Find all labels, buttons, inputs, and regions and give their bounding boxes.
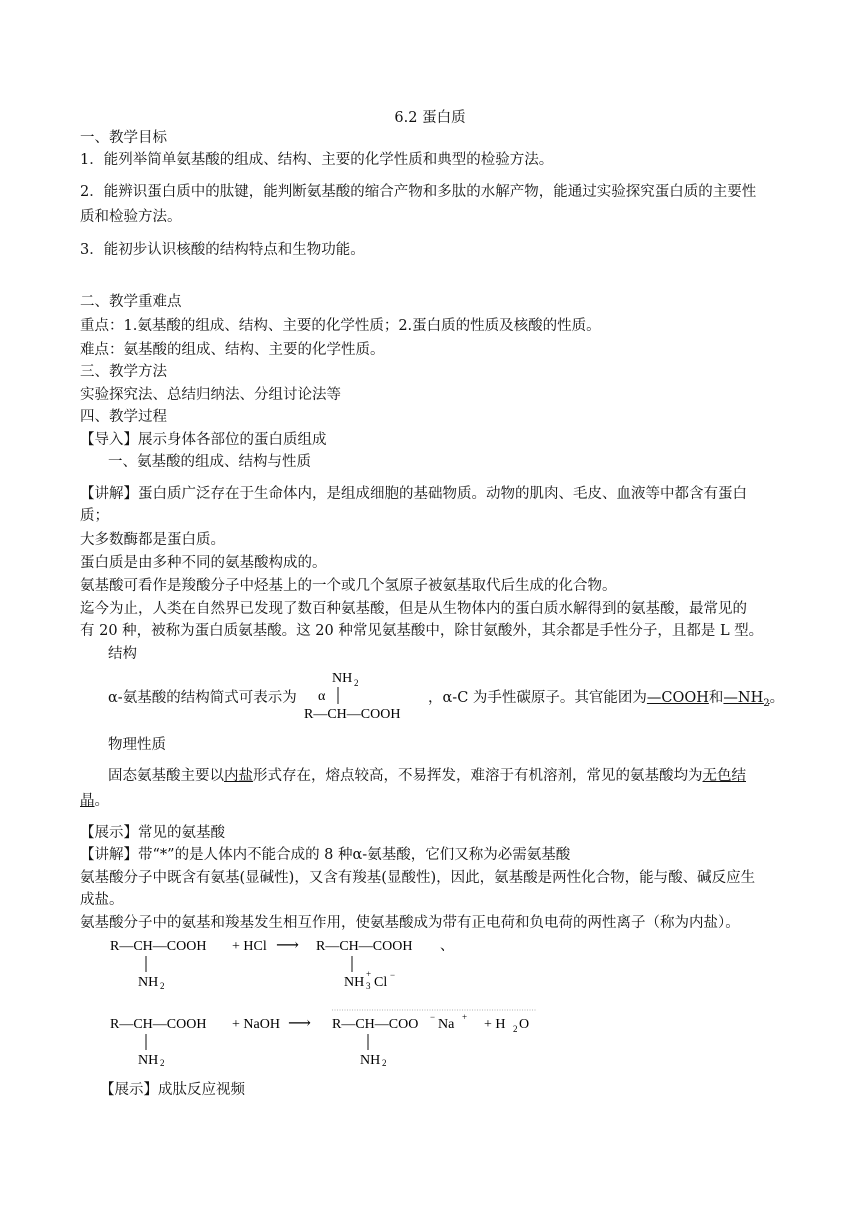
svg-text:Na: Na (438, 1017, 455, 1032)
section-heading-keypoints: 二、教学重难点 (80, 294, 182, 310)
lecture-line: 迄今为止，人类在自然界已发现了数百种氨基酸，但是从生物体内的蛋白质水解得到的氨基酸，最常见的 (80, 601, 747, 617)
objective-item: 1．能列举简单氨基酸的组成、结构、主要的化学性质和典型的检验方法。 (80, 152, 554, 168)
lecture-line: 氨基酸分子中既含有氨基(显碱性)，又含有羧基(显酸性)，因此，氨基酸是两性化合物，能与酸、碱反应生 (80, 870, 756, 886)
lecture-line: 大多数酶都是蛋白质。 (80, 532, 225, 548)
svg-text:NH: NH (344, 975, 365, 990)
subheading-amino-acid: 一、氨基酸的组成、结构与性质 (108, 454, 311, 470)
lecture-line: 蛋白质是由多种不同的氨基酸构成的。 (80, 555, 327, 571)
svg-text:Cl: Cl (374, 975, 388, 990)
lecture-line: 质； (80, 508, 109, 524)
structure-prefix: α-氨基酸的结构简式可表示为 (108, 690, 297, 706)
svg-text:O: O (519, 1017, 530, 1032)
physical-line: 晶。 (80, 793, 109, 809)
structure-label: 结构 (108, 646, 137, 662)
formula-sub: 2 (354, 678, 359, 688)
structure-sentence (108, 688, 297, 708)
lecture-line: 【讲解】蛋白质广泛存在于生命体内，是组成细胞的基础物质。动物的肌肉、毛皮、血液等中都含有蛋白 (80, 486, 747, 502)
svg-text:+ H: + H (484, 1017, 506, 1032)
svg-text:R—CH—COOH: R—CH—COOH (316, 939, 413, 954)
svg-text:+ HCl: + HCl (232, 939, 267, 954)
physical-label: 物理性质 (108, 737, 166, 753)
svg-text:2: 2 (513, 1024, 518, 1034)
structure-sentence-end: ，α-C 为手性碳原子。其官能团为—COOH和$—NH_2$。 (428, 690, 785, 709)
reaction-naoh (100, 1004, 540, 1066)
lecture-line: 【讲解】带“*”的是人体内不能合成的 8 种α-氨基酸，它们又称为必需氨基酸 (80, 847, 571, 863)
physical-line: 固态氨基酸主要以内盐形式存在，熔点较高，不易挥发，难溶于有机溶剂，常见的氨基酸均为无色结 (108, 768, 746, 784)
formula-alpha: α (318, 689, 326, 704)
svg-text:R—CH—COO: R—CH—COO (332, 1017, 419, 1032)
difficult-points: 难点：氨基酸的组成、结构、主要的化学性质。 (80, 342, 385, 358)
svg-text:NH: NH (138, 975, 159, 990)
svg-text:NH: NH (138, 1053, 159, 1066)
formula-nh2: NH (332, 671, 353, 686)
svg-text:2: 2 (160, 1058, 165, 1066)
show-amino-acids: 【展示】常见的氨基酸 (80, 825, 225, 841)
svg-text:2: 2 (382, 1058, 387, 1066)
svg-text:−: − (430, 1012, 436, 1022)
intro-text: 【导入】展示身体各部位的蛋白质组成 (80, 432, 327, 448)
show-video: 【展示】成肽反应视频 (100, 1082, 245, 1098)
reaction-hcl (100, 932, 480, 990)
svg-text:NH: NH (360, 1053, 381, 1066)
lecture-line: 氨基酸可看作是羧酸分子中烃基上的一个或几个氢原子被氨基取代后生成的化合物。 (80, 578, 617, 594)
svg-text:⟶: ⟶ (276, 937, 299, 954)
svg-text:⟶: ⟶ (288, 1015, 311, 1032)
lecture-line: 成盐。 (80, 892, 124, 908)
formula-backbone: R—CH—COOH (304, 707, 401, 722)
svg-text:3: 3 (366, 981, 371, 990)
svg-text:+: + (366, 969, 372, 979)
section-heading-process: 四、教学过程 (80, 409, 167, 425)
svg-text:、: 、 (440, 939, 454, 954)
svg-text:+ NaOH: + NaOH (232, 1017, 280, 1032)
svg-text:R—CH—COOH: R—CH—COOH (110, 939, 207, 954)
svg-text:−: − (390, 970, 396, 980)
lecture-line: 有 20 种，被称为蛋白质氨基酸。这 20 种常见氨基酸中，除甘氨酸外，其余都是手性分子，且都是 L 型。 (80, 623, 764, 639)
key-points: 重点：1.氨基酸的组成、结构、主要的化学性质；2.蛋白质的性质及核酸的性质。 (80, 318, 601, 334)
svg-text:2: 2 (160, 981, 165, 990)
section-heading-objectives: 一、教学目标 (80, 130, 167, 146)
svg-text:+: + (462, 1012, 468, 1022)
page-title: 6.2 蛋白质 (394, 110, 466, 126)
svg-text:R—CH—COOH: R—CH—COOH (110, 1017, 207, 1032)
objective-item: 3．能初步认识核酸的结构特点和生物功能。 (80, 242, 365, 258)
amino-acid-structure (300, 668, 424, 724)
methods-text: 实验探究法、总结归纳法、分组讨论法等 (80, 387, 341, 403)
functional-group-nh2: $—NH_2$ (723, 690, 770, 709)
functional-group-cooh: —COOH (646, 690, 709, 706)
section-heading-methods: 三、教学方法 (80, 364, 167, 380)
objective-item: 2．能辨识蛋白质中的肽键，能判断氨基酸的缩合产物和多肽的水解产物，能通过实验探究蛋白质的主要性 (80, 184, 757, 200)
lecture-line: 氨基酸分子中的氨基和羧基发生相互作用，使氨基酸成为带有正电荷和负电荷的两性离子（称为内盐）。 (80, 915, 740, 931)
objective-item: 质和检验方法。 (80, 209, 182, 225)
